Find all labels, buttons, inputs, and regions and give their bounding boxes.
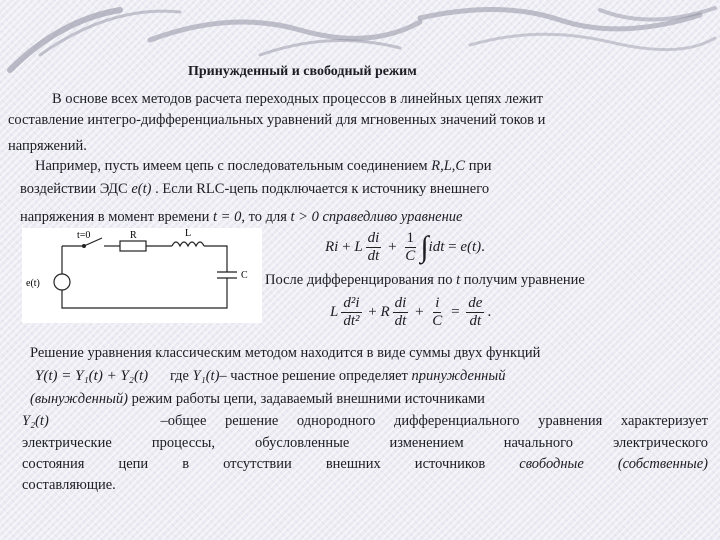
paragraph-1-line-1: В основе всех методов расчета переходных процессов в линейных цепях лежит: [52, 91, 543, 107]
paragraph-1-line-3: напряжений.: [8, 138, 87, 154]
after-differentiation-text: После дифференцирования по t получим уравнение: [265, 272, 585, 288]
capacitor-label: C: [241, 270, 248, 281]
equation-2: L $\frac{\text{d²i}}{\text{dt²}}$ + R $\frac{di}{dt}$ + $\frac{i}{C}$ = $\frac{de}{dt}$ .: [330, 295, 492, 329]
inductor-label: L: [185, 228, 192, 239]
paragraph-3-line-6: состояния цепи в отсутствии внешних источников свободные (собственные): [22, 456, 709, 472]
rlc-circuit-diagram: [22, 228, 262, 323]
resistor-label: R: [130, 230, 137, 241]
paragraph-2-line-1: Например, пусть имеем цепь с последовательным соединением R,L,C при: [35, 158, 492, 174]
source-label: e(t): [26, 278, 40, 289]
paragraph-3-line-2: Y(t) = Y₁(t) + Y₂(t) где Y₁(t)– частное решение определяет принужденный: [35, 368, 506, 384]
paragraph-1-line-2: составление интегро-дифференциальных уравнений для мгновенных значений токов и: [8, 112, 546, 128]
equation-1: Ri + L $\frac{di}{dt}$ + $\frac{1}{C}$ ∫idt = e(t).: [325, 230, 485, 264]
page-title: Принужденный и свободный режим: [188, 64, 417, 79]
switch-label: t=0: [77, 230, 91, 241]
paragraph-3-line-3: (вынужденный) режим работы цепи, задаваемый внешними источниками: [30, 391, 485, 407]
paragraph-3-line-7: составляющие.: [22, 477, 116, 493]
paragraph-3-line-4: Y₂(t) –общее решение однородного дифференциального уравнения характеризует: [22, 413, 709, 429]
paragraph-3-line-5: электрические процессы, обусловленные изменением начального электрического: [22, 435, 708, 451]
paragraph-3-line-1: Решение уравнения классическим методом находится в виде суммы двух функций: [30, 345, 541, 361]
paragraph-2-line-2: воздействии ЭДС e(t) . Если RLC-цепь подключается к источнику внешнего: [20, 181, 490, 197]
paragraph-2-line-3: напряжения в момент времени t = 0, то для t > 0 справедливо уравнение: [20, 209, 463, 225]
